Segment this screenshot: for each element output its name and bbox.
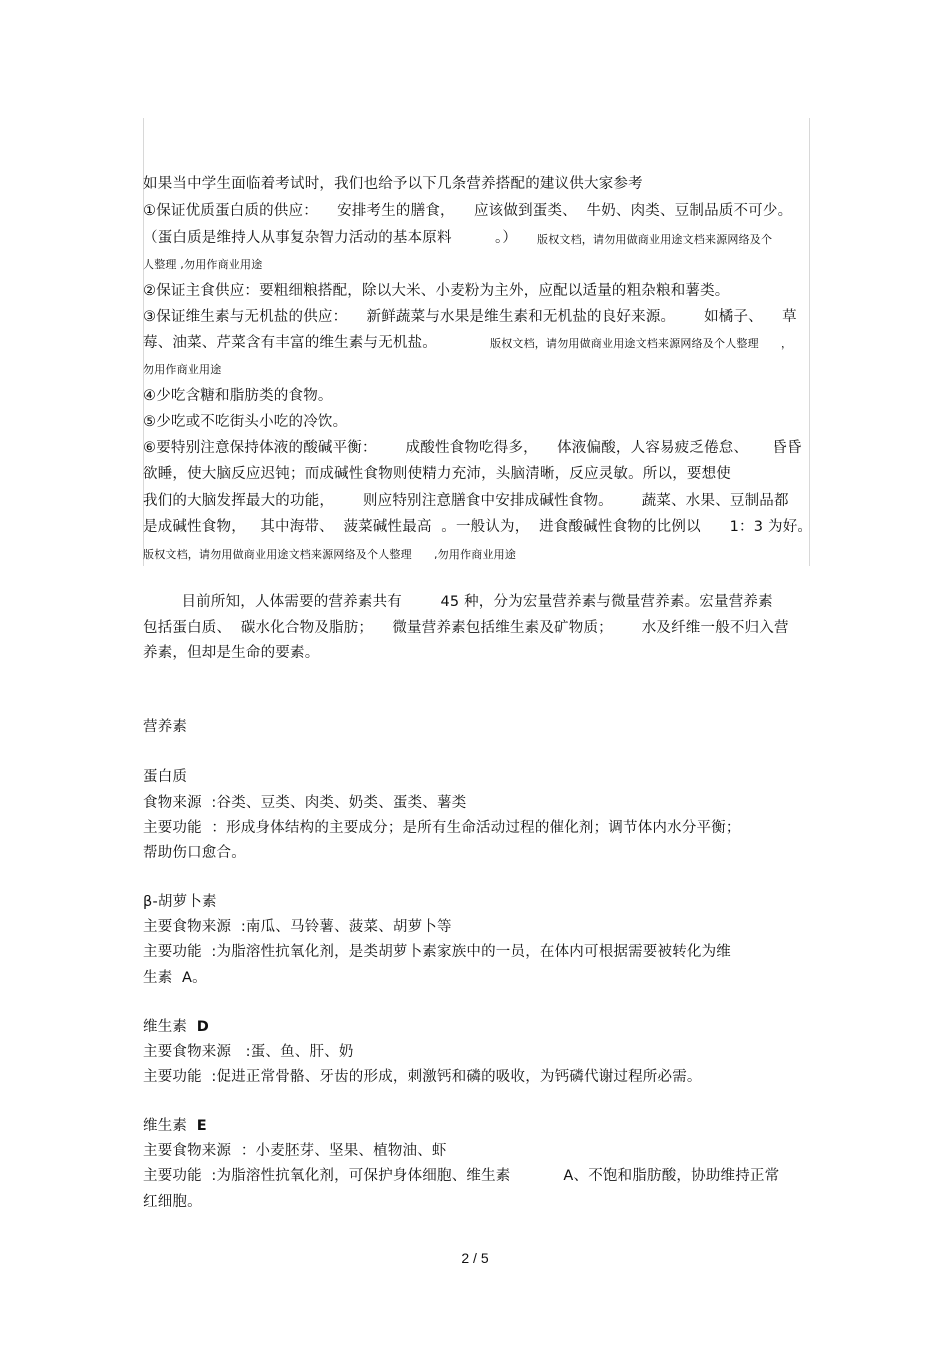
- text-line: 莓、油菜、芹菜含有丰富的维生素与无机盐。: [143, 335, 437, 351]
- text-line: 我们的大脑发挥最大的功能， 则应特别注意膳食中安排成碱性食物。 蔬菜、水果、豆制品都: [143, 493, 789, 509]
- text-line: 如果当中学生面临着考试时，我们也给予以下几条营养搭配的建议供大家参考: [143, 176, 643, 192]
- nutrient-name: [143, 1017, 209, 1037]
- nutrient-name-letter: D: [196, 1019, 209, 1035]
- text-line: ③保证维生素与无机盐的供应： 新鲜蔬菜与水果是维生素和无机盐的良好来源。 如橘子、 草: [143, 309, 797, 325]
- watermark-text: 版权文档，请勿用做商业用途文档来源网络及个: [537, 233, 773, 246]
- section-heading: 营养素: [143, 719, 188, 735]
- nutrient-line: 帮助伤口愈合。: [143, 845, 246, 861]
- nutrient-line: 主要食物来源 ：小麦胚芽、坚果、植物油、虾: [143, 1143, 447, 1159]
- watermark-text: 人整理 ,勿用作商业用途: [143, 258, 263, 271]
- nutrient-line: 食物来源 :谷类、豆类、肉类、奶类、蛋类、薯类: [143, 795, 467, 811]
- nutrient-line: 主要功能 :为脂溶性抗氧化剂，可保护身体细胞、维生素 A、不饱和脂肪酸，协助维持正常: [143, 1168, 780, 1184]
- nutrient-line: 主要食物来源 :南瓜、马铃薯、菠菜、胡萝卜等: [143, 919, 452, 935]
- nutrient-name: β-胡萝卜素: [143, 894, 217, 910]
- page-number: 2 / 5: [461, 1250, 489, 1266]
- text-line: ①保证优质蛋白质的供应： 安排考生的膳食， 应该做到蛋类、 牛奶、肉类、豆制品质不可少。: [143, 203, 793, 219]
- intro-line: 包括蛋白质、 碳水化合物及脂肪； 微量营养素包括维生素及矿物质； 水及纤维一般不归入营: [143, 620, 789, 636]
- nutrient-name-letter: E: [196, 1118, 207, 1134]
- nutrient-name-prefix: 维生素: [143, 1118, 197, 1134]
- text-line: 是成碱性食物， 其中海带、 菠菜碱性最高 。一般认为， 进食酸碱性食物的比例以 1：3 为好。: [143, 519, 813, 535]
- text-line: ⑥要特别注意保持体液的酸碱平衡： 成酸性食物吃得多， 体液偏酸，人容易疲乏倦怠、 昏昏: [143, 440, 802, 456]
- watermark-text: 版权文档，请勿用做商业用途文档来源网络及个人整理 ,勿用作商业用途: [143, 548, 517, 561]
- text-line: （蛋白质是维持人从事复杂智力活动的基本原料 。）: [143, 230, 518, 246]
- watermark-text: 勿用作商业用途: [143, 363, 222, 376]
- nutrient-line: 生素 A。: [143, 970, 207, 986]
- nutrient-line: 主要功能 ：形成身体结构的主要成分；是所有生命活动过程的催化剂；调节体内水分平衡；: [143, 820, 741, 836]
- text-line: ④少吃含糖和脂肪类的食物。: [143, 388, 333, 404]
- intro-line: 目前所知，人体需要的营养素共有 45 种，分为宏量营养素与微量营养素。宏量营养素: [143, 594, 773, 610]
- text-line: ②保证主食供应：要粗细粮搭配，除以大米、小麦粉为主外，应配以适量的粗杂粮和薯类。: [143, 283, 730, 299]
- text-line: 欲睡，使大脑反应迟钝；而成碱性食物则使精力充沛，头脑清晰，反应灵敏。所以，要想使: [143, 466, 731, 482]
- nutrient-name: [143, 1116, 207, 1136]
- nutrient-name: 蛋白质: [143, 769, 188, 785]
- watermark-text: 版权文档，请勿用做商业用途文档来源网络及个人整理 ，: [490, 337, 793, 350]
- nutrient-line: 主要功能 :为脂溶性抗氧化剂，是类胡萝卜素家族中的一员，在体内可根据需要被转化为维: [143, 944, 731, 960]
- nutrient-line: 主要食物来源 :蛋、鱼、肝、奶: [143, 1044, 354, 1060]
- nutrient-line: 红细胞。: [143, 1194, 202, 1210]
- nutrient-line: 主要功能 :促进正常骨骼、牙齿的形成，刺激钙和磷的吸收，为钙磷代谢过程所必需。: [143, 1069, 702, 1085]
- intro-line: 养素，但却是生命的要素。: [143, 645, 320, 661]
- nutrient-name-prefix: 维生素: [143, 1019, 197, 1035]
- text-line: ⑤少吃或不吃街头小吃的冷饮。: [143, 414, 348, 430]
